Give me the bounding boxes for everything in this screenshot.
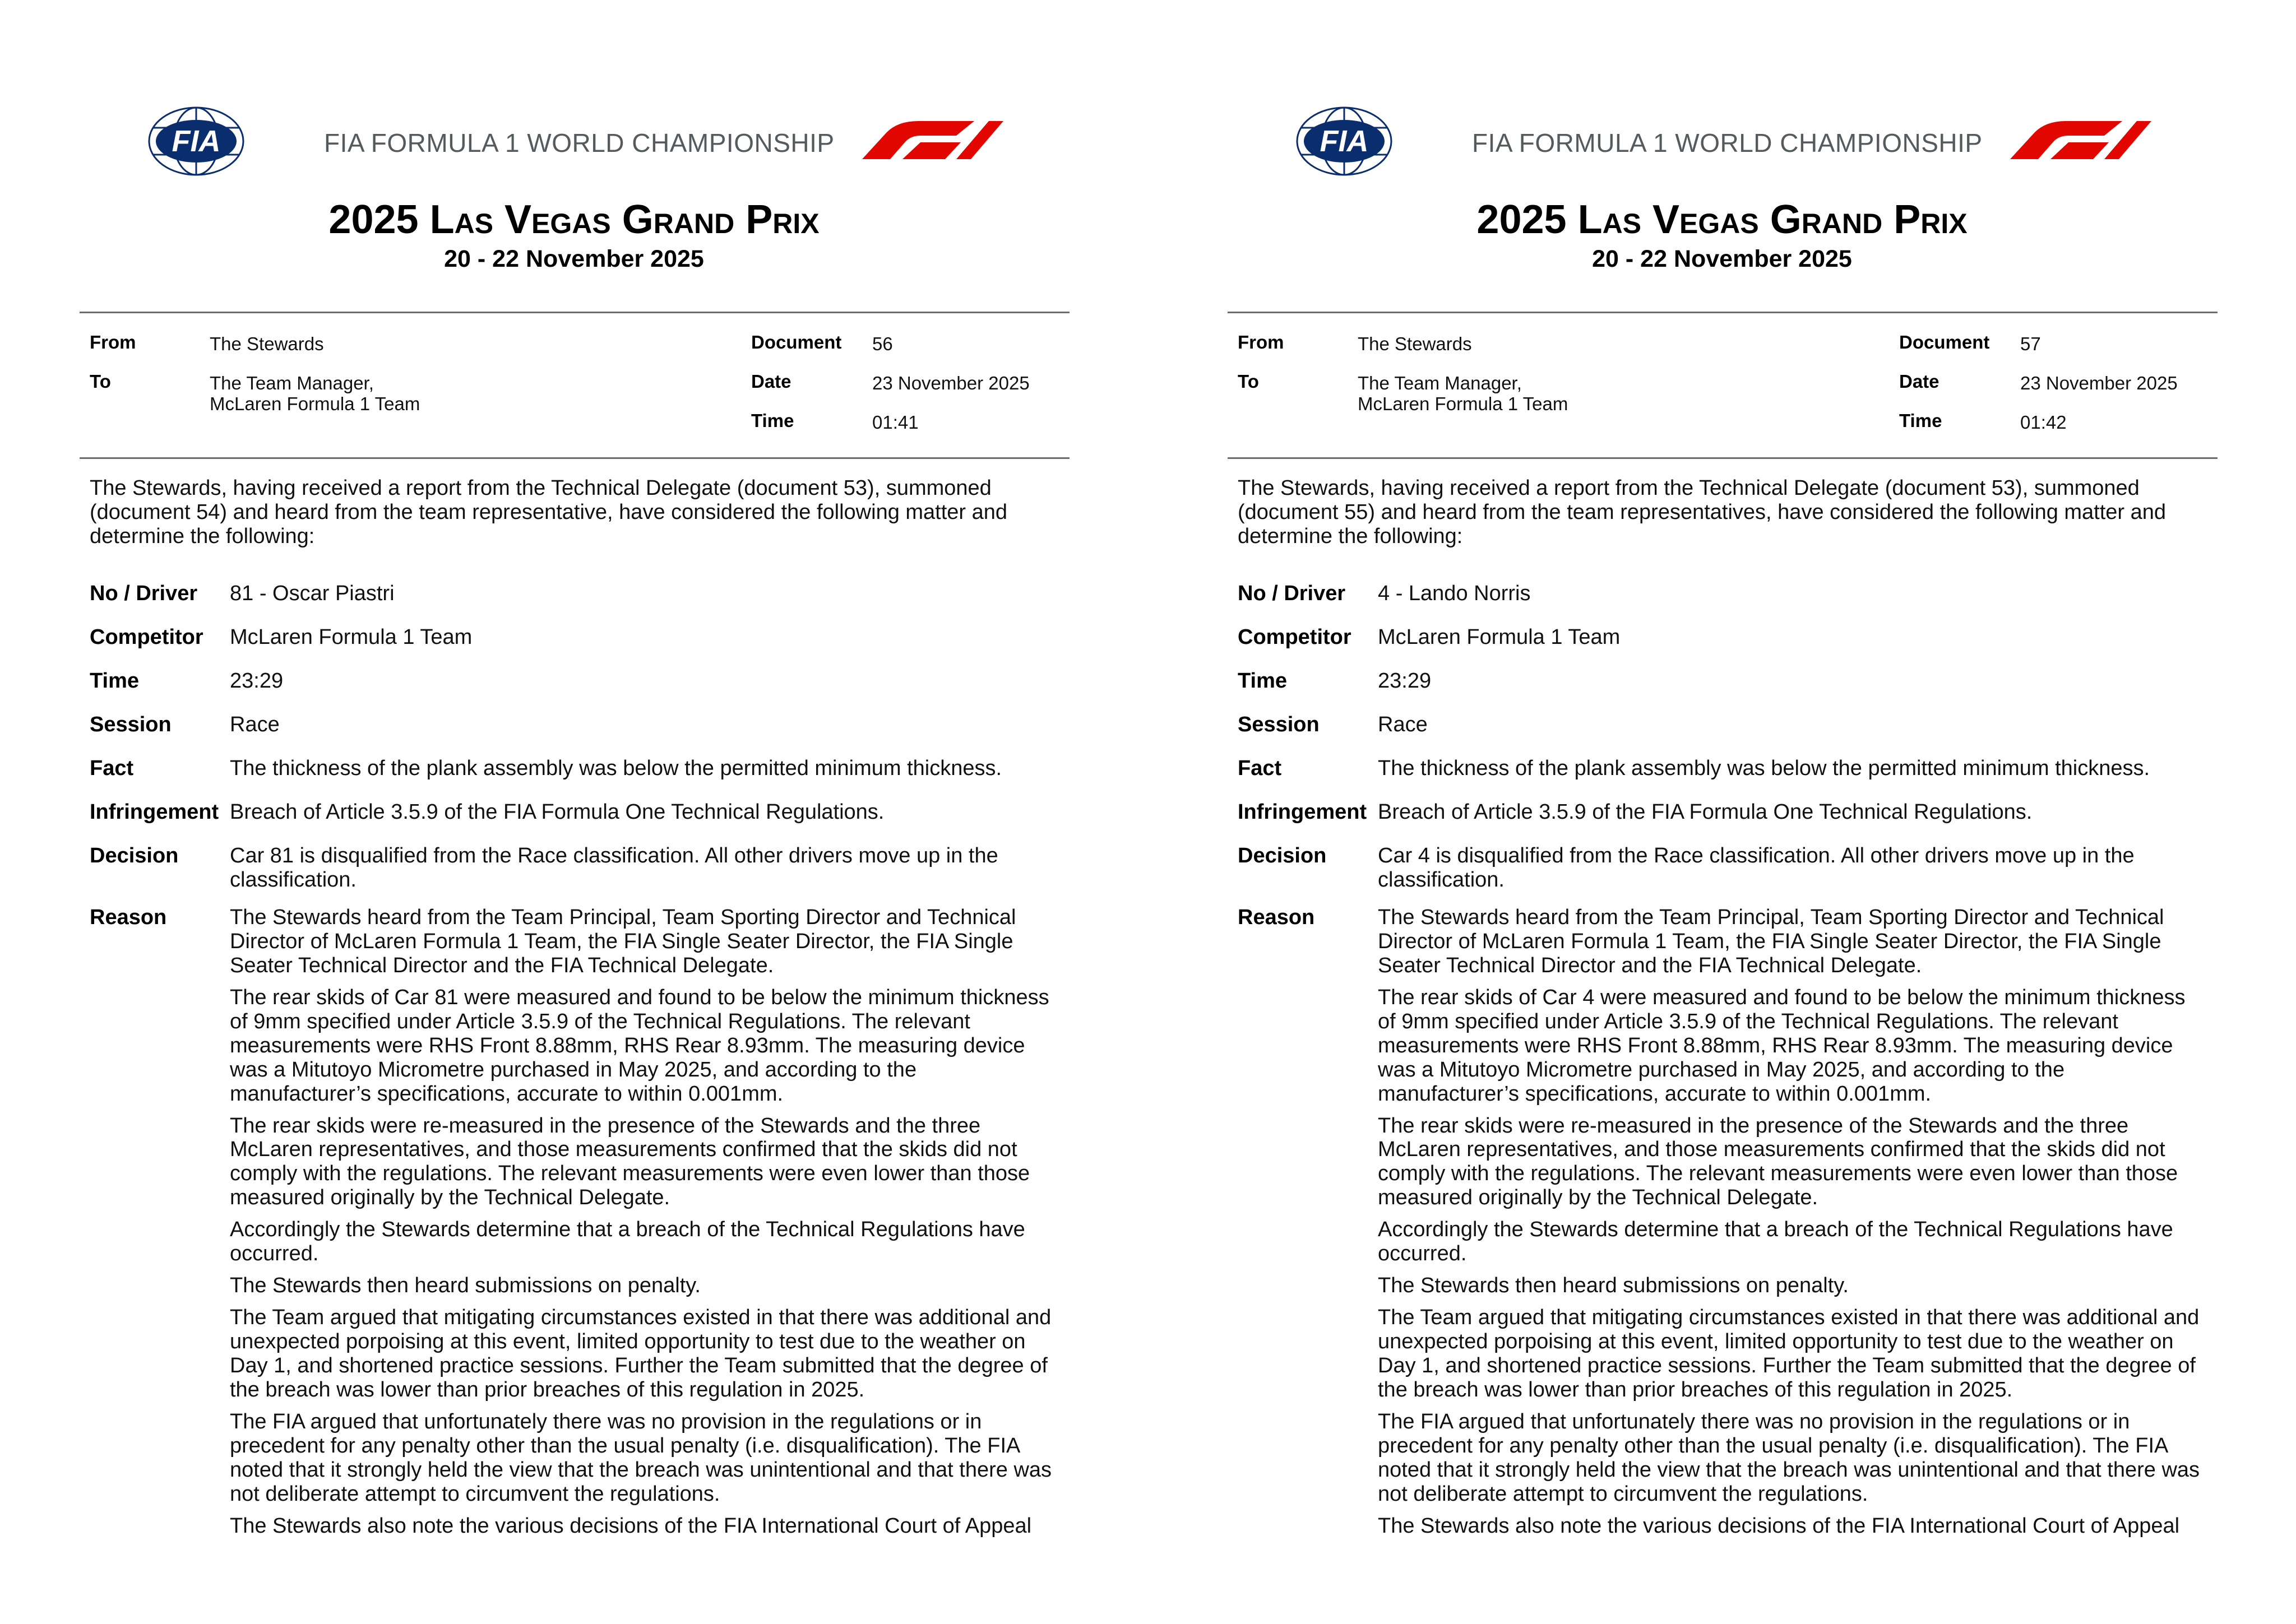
reason-paragraph: The rear skids of Car 81 were measured and found to be below the minimum thickness of 9mm specified under Article 3.5.9 of the Technical Regulations. The relevant measurements were RHS Front 8.88mm, RHS Rear 8.93mm. The measuring device was a Mitutoyo Micrometre purchased in May 2025, and according to the manufacturer’s specifications, accurate to within 0.001mm. [230,985,1049,1106]
document-label: Document [751,332,842,352]
date-value: 23 November 2025 [872,373,1030,393]
date-label: Date [751,371,791,392]
time-label: Time [1899,410,1942,431]
fact-label: Fact [90,757,134,780]
reason-body [1378,906,2207,1546]
to-value [1358,373,1568,415]
to-label: To [1238,371,1259,392]
reason-label: Reason [1238,906,1315,929]
reason-paragraph: The Team argued that mitigating circumstances existed in that there was additional and unexpected porpoising at this event, limited opportunity to test due to the weather on Day 1, and shortened practice sessions. Further the Team submitted that the degree of the breach was lower than prior breaches of this regulation in 2025. [1378,1306,2200,1402]
reason-paragraph: The Team argued that mitigating circumstances existed in that there was additional and unexpected porpoising at this event, limited opportunity to test due to the weather on Day 1, and shortened practice sessions. Further the Team submitted that the degree of the breach was lower than prior breaches of this regulation in 2025. [230,1306,1052,1402]
date-value: 23 November 2025 [2020,373,2178,393]
driver-label: No / Driver [90,582,198,605]
driver-value: 81 - Oscar Piastri [230,582,395,605]
header-rule-top [80,312,1070,313]
reason-paragraph: Accordingly the Stewards determine that a breach of the Technical Regulations have occurred. [1378,1218,2173,1266]
time-row-label: Time [1238,669,1288,693]
to-line-1: The Team Manager, [1358,373,1522,393]
time-value: 01:41 [872,412,919,433]
time-row-value: 23:29 [230,669,284,693]
championship-title: FIA FORMULA 1 WORLD CHAMPIONSHIP [324,128,835,157]
fact-value: The thickness of the plank assembly was below the permitted minimum thickness. [230,757,1002,780]
decision-label: Decision [1238,844,1327,867]
grand-prix-dates: 20 - 22 November 2025 [444,245,704,272]
driver-label: No / Driver [1238,582,1346,605]
from-label: From [90,332,136,352]
driver-value: 4 - Lando Norris [1378,582,1531,605]
to-line-2: McLaren Formula 1 Team [210,393,420,414]
infringement-label: Infringement [1238,800,1367,824]
from-label: From [1238,332,1284,352]
session-value: Race [1378,713,1428,736]
time-label: Time [751,410,794,431]
reason-paragraph: The Stewards heard from the Team Principal, Team Sporting Director and Technical Director of McLaren Formula 1 Team, the FIA Single Seater Director, the FIA Single Seater Technical Director and the FIA Technical Delegate. [230,906,1016,977]
gp-year: 2025 [1476,197,1567,242]
from-value: The Stewards [1358,333,1472,354]
gp-year: 2025 [328,197,419,242]
to-label: To [90,371,111,392]
time-row-label: Time [90,669,140,693]
fact-value: The thickness of the plank assembly was below the permitted minimum thickness. [1378,757,2150,780]
header-rule-bottom [1228,457,2218,459]
session-label: Session [1238,713,1320,736]
document-page-right [1148,0,2296,1624]
reason-body [230,906,1059,1546]
decision-value: Car 4 is disqualified from the Race classification. All other drivers move up in the classification. [1378,844,2135,892]
competitor-label: Competitor [1238,625,1351,649]
date-label: Date [1899,371,1939,392]
intro-paragraph: The Stewards, having received a report from the Technical Delegate (document 53), summoned (document 54) and heard from the team representative, have considered the following matter and determine the following: [90,476,1008,548]
reason-paragraph: The FIA argued that unfortunately there was no provision in the regulations or in precedent for any penalty other than the usual penalty (i.e. disqualification). The FIA noted that it strongly held the view that the breach was unintentional and that there was not deliberate attempt to circumvent the regulations. [230,1409,1052,1506]
gp-name: Las Vegas Grand Prix [1577,197,1968,242]
competitor-value: McLaren Formula 1 Team [1378,625,1621,649]
f1-logo-icon [2010,119,2151,159]
fia-logo-text: FIA [172,124,221,158]
reason-paragraph: The FIA argued that unfortunately there was no provision in the regulations or in precedent for any penalty other than the usual penalty (i.e. disqualification). The FIA noted that it strongly held the view that the breach was unintentional and that there was not deliberate attempt to circumvent the regulations. [1378,1409,2200,1506]
to-line-2: McLaren Formula 1 Team [1358,393,1568,414]
reason-paragraph: Accordingly the Stewards determine that a breach of the Technical Regulations have occurred. [230,1218,1025,1266]
decision-value: Car 81 is disqualified from the Race classification. All other drivers move up in the classification. [230,844,998,892]
reason-paragraph: The Stewards also note the various decisions of the FIA International Court of Appeal [230,1514,1032,1538]
fia-logo-icon [1295,105,1394,177]
grand-prix-title [1148,199,2296,240]
infringement-label: Infringement [90,800,219,824]
fia-logo-text: FIA [1320,124,1369,158]
session-value: Race [230,713,280,736]
session-label: Session [90,713,172,736]
reason-paragraph: The rear skids of Car 4 were measured and found to be below the minimum thickness of 9mm specified under Article 3.5.9 of the Technical Regulations. The relevant measurements were RHS Front 8.88mm, RHS Rear 8.93mm. The measuring device was a Mitutoyo Micrometre purchased in May 2025, and according to the manufacturer’s specifications, accurate to within 0.001mm. [1378,985,2186,1106]
f1-logo-icon [862,119,1003,159]
to-line-1: The Team Manager, [210,373,374,393]
reason-paragraph: The Stewards also note the various decisions of the FIA International Court of Appeal [1378,1514,2180,1538]
competitor-value: McLaren Formula 1 Team [230,625,473,649]
intro-paragraph: The Stewards, having received a report from the Technical Delegate (document 53), summoned (document 55) and heard from the team representatives, have considered the following matter and determine the following: [1238,476,2167,548]
reason-paragraph: The Stewards then heard submissions on penalty. [230,1274,701,1298]
header-rule-bottom [80,457,1070,459]
reason-label: Reason [90,906,167,929]
decision-label: Decision [90,844,179,867]
fact-label: Fact [1238,757,1282,780]
fia-logo-icon [147,105,246,177]
reason-paragraph: The rear skids were re-measured in the presence of the Stewards and the three McLaren representatives, and those measurements confirmed that the skids did not comply with the regulations. The relevant measurements were even lower than those measured originally by the Technical Delegate. [1378,1113,2178,1210]
time-value: 01:42 [2020,412,2067,433]
championship-title: FIA FORMULA 1 WORLD CHAMPIONSHIP [1472,128,1983,157]
infringement-value: Breach of Article 3.5.9 of the FIA Formula One Technical Regulations. [1378,800,2033,824]
document-number: 56 [872,333,893,354]
reason-paragraph: The Stewards heard from the Team Principal, Team Sporting Director and Technical Director of McLaren Formula 1 Team, the FIA Single Seater Director, the FIA Single Seater Technical Director and the FIA Technical Delegate. [1378,906,2164,977]
reason-paragraph: The rear skids were re-measured in the presence of the Stewards and the three McLaren representatives, and those measurements confirmed that the skids did not comply with the regulations. The relevant measurements were even lower than those measured originally by the Technical Delegate. [230,1113,1030,1210]
time-row-value: 23:29 [1378,669,1432,693]
document-label: Document [1899,332,1990,352]
to-value [210,373,420,415]
grand-prix-title [0,199,1148,240]
from-value: The Stewards [210,333,324,354]
gp-name: Las Vegas Grand Prix [429,197,820,242]
reason-paragraph: The Stewards then heard submissions on penalty. [1378,1274,1849,1298]
grand-prix-dates: 20 - 22 November 2025 [1592,245,1852,272]
document-number: 57 [2020,333,2041,354]
header-rule-top [1228,312,2218,313]
competitor-label: Competitor [90,625,203,649]
infringement-value: Breach of Article 3.5.9 of the FIA Formula One Technical Regulations. [230,800,885,824]
